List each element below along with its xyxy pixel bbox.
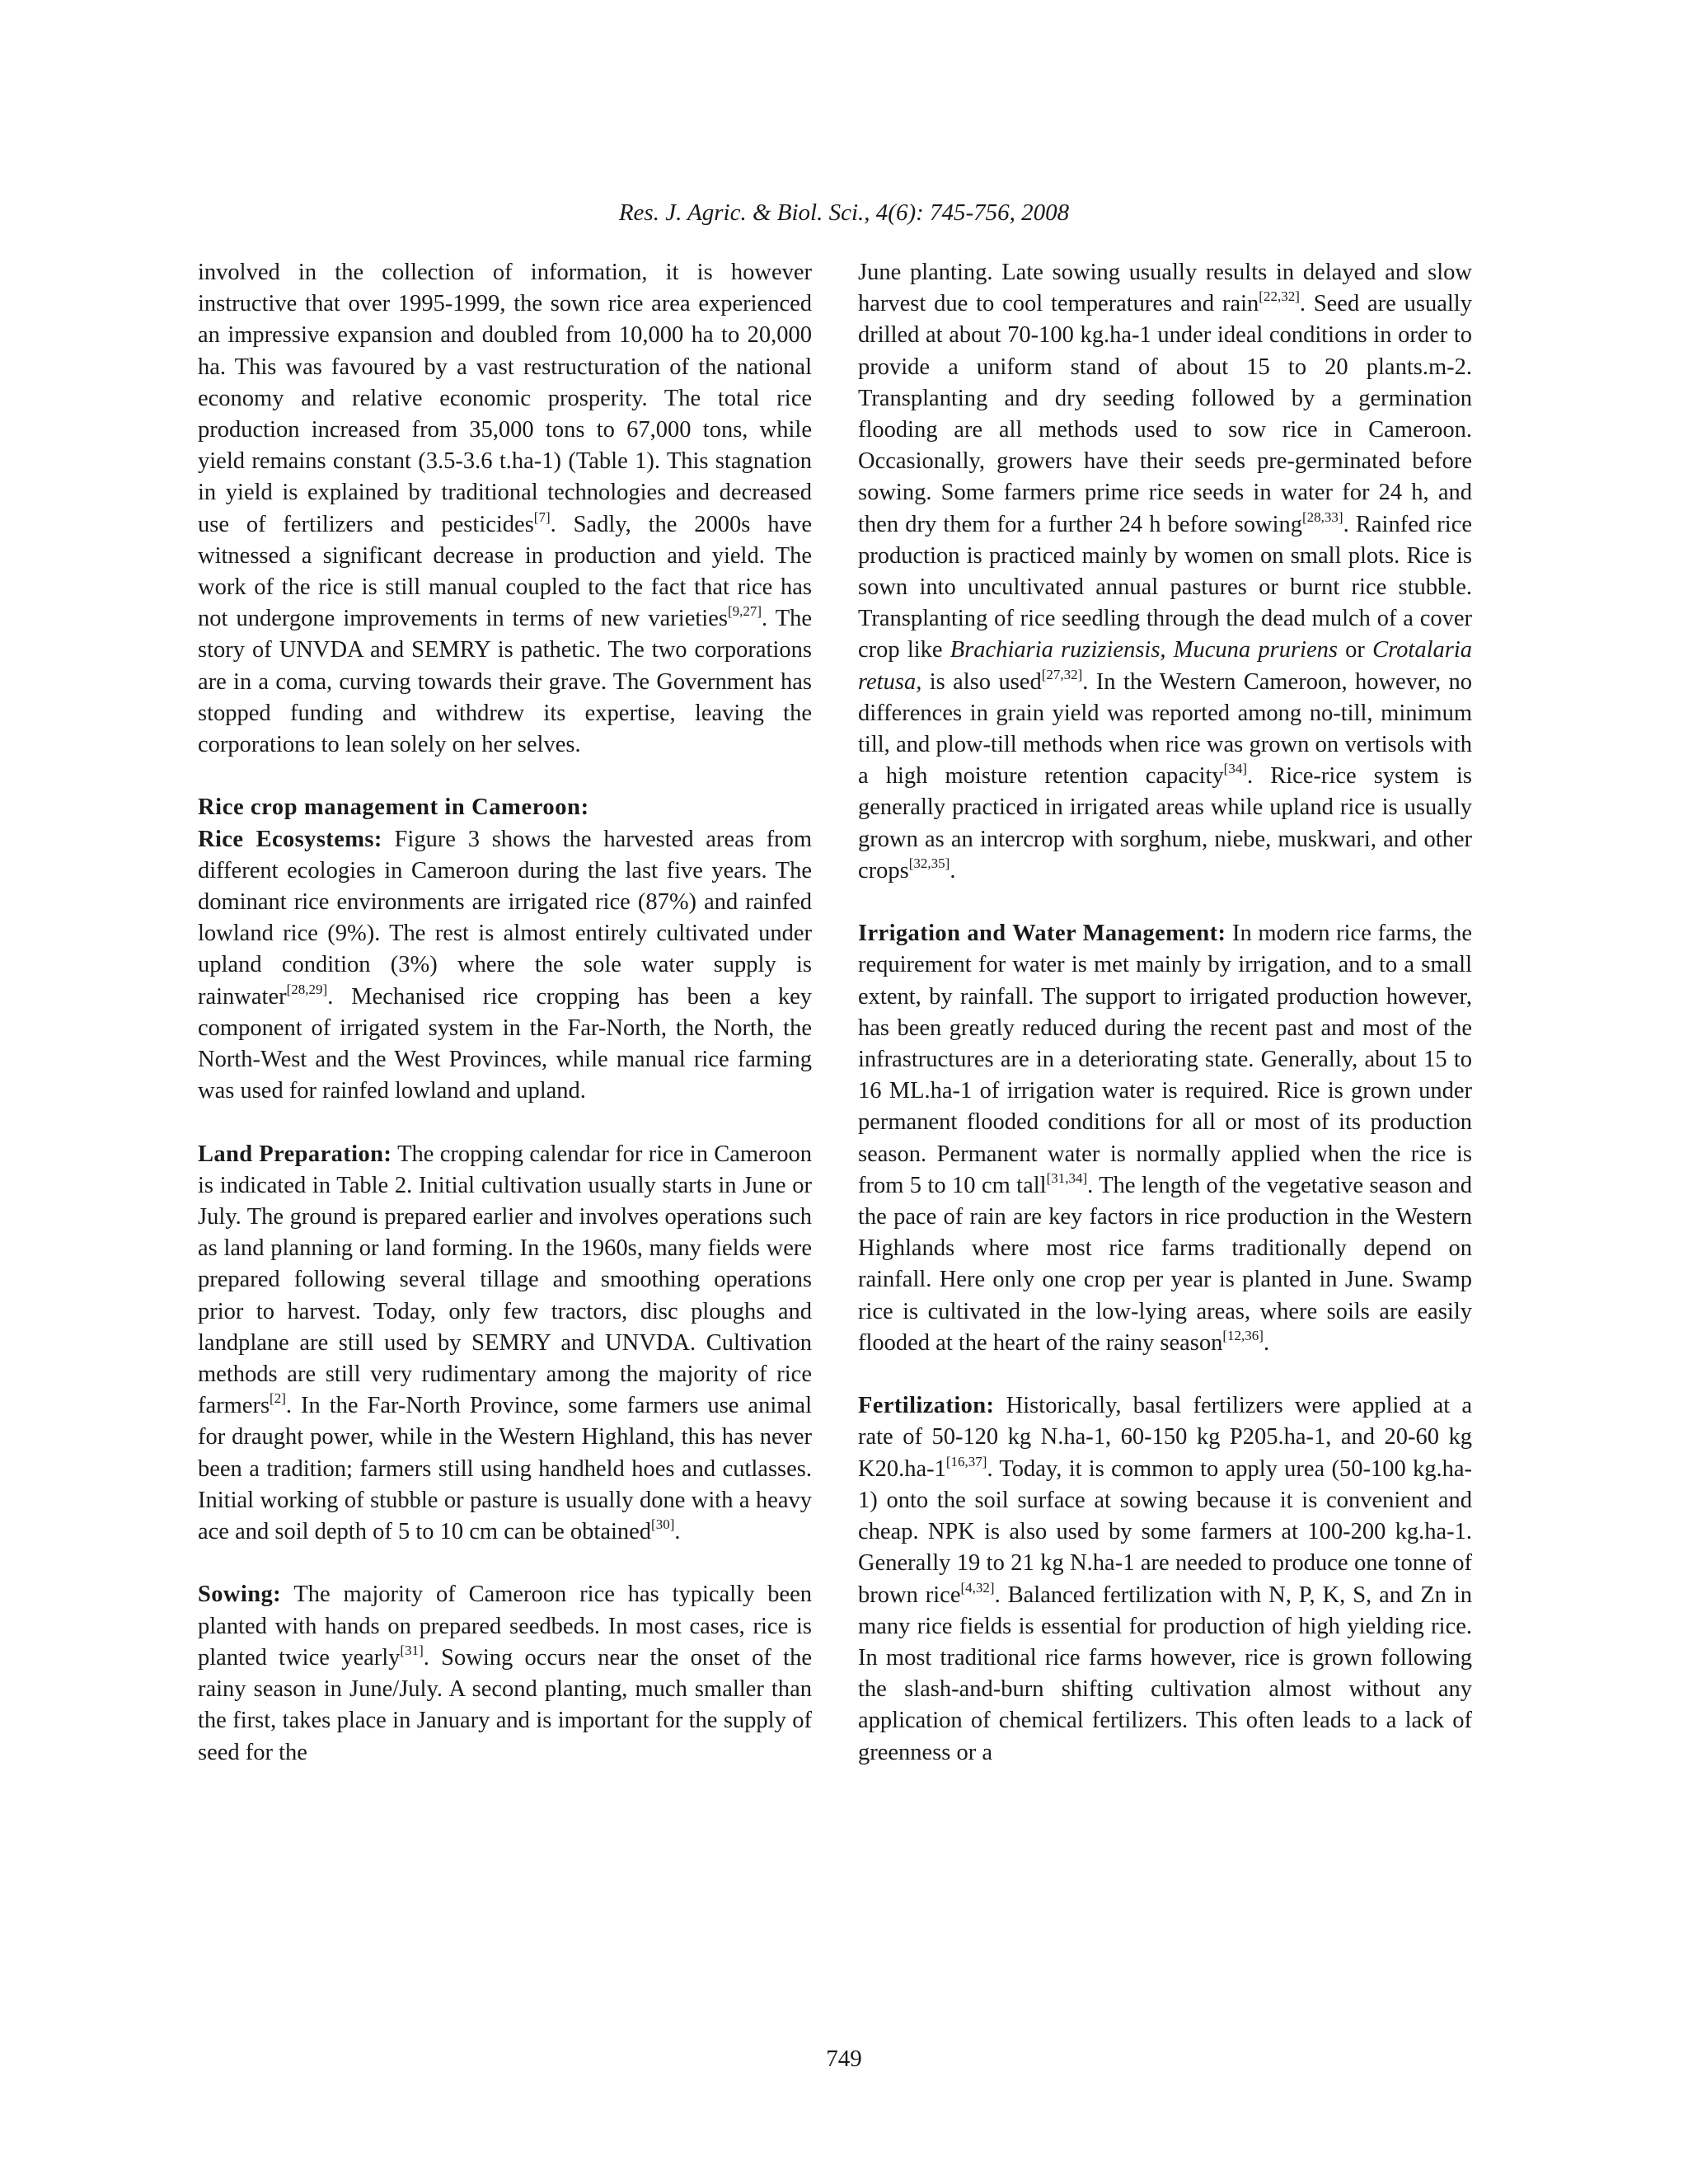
page-number: 749	[826, 2046, 862, 2072]
citation: [12,36]	[1222, 1327, 1264, 1343]
text-run: is also used	[921, 668, 1042, 695]
running-header: Res. J. Agric. & Biol. Sci., 4(6): 745-756, 2008	[618, 199, 1070, 226]
citation: [28,33]	[1302, 509, 1343, 525]
citation: [9,27]	[727, 603, 762, 620]
text-run: .	[674, 1519, 681, 1545]
text-run: involved in the collection of information, it is however instructive that over 1995-1999, the sown rice area experienced an impressive expansion and doubled from 10,000 ha to 20,000 ha. This was favoured by a vast restructuration of the national economy and relative economic prosperity. The total rice production increased from 35,000 tons to 67,000 tons, while yield remains constant (3.5-3.6 t.ha-1) (Table 1). This stagnation in yield is explained by traditional technologies and decreased use of fertilizers and pesticides	[198, 260, 812, 537]
text-run: . Today, it is common to apply urea (50-100 kg.ha-1) onto the soil surface at sowing because it is convenient and cheap. NPK is also used by some farmers at 100-200 kg.ha-1. Generally 19 to 21 kg N.ha-1 are needed to produce one tonne of brown rice	[858, 1455, 1472, 1608]
citation: [4,32]	[960, 1579, 995, 1596]
subsection-heading: Fertilization:	[858, 1393, 995, 1419]
text-run: . Balanced fertilization with N, P, K, S, and Zn in many rice fields is essential for production of high yielding rice. In most traditional rice farms however, rice is grown following the slash-and-burn shifting cultivation almost without any application of chemical fertilizers. This often leads to a lack of greenness or a	[858, 1582, 1472, 1765]
text-run: In modern rice farms, the requirement for water is met mainly by irrigation, and to a small extent, by rainfall. The support to irrigated production however, has been greatly reduced during the recent past and most of the infrastructures are in a deteriorating state. Generally, about 15 to 16 ML.ha-1 of irrigation water is required. Rice is grown under permanent flooded conditions for all or most of its production season. Permanent water is normally applied when the rice is from 5 to 10 cm tall	[858, 921, 1472, 1198]
text-run: . Mechanised rice cropping has been a key component of irrigated system in the Far-North, the North, the North-West and the West Provinces, while manual rice farming was used for rainfed lowland and upland.	[198, 983, 812, 1104]
text-run: . Sadly, the 2000s have witnessed a significant decrease in production and yield. The work of the rice is still manual coupled to the fact that rice has not undergone improvements in terms of new varieties	[198, 511, 812, 632]
subsection-heading: Sowing:	[198, 1582, 281, 1608]
text-run: June planting. Late sowing usually results in delayed and slow harvest due to cool temperatures and rain	[858, 260, 1472, 317]
right-column	[858, 257, 1472, 1769]
paragraph-production-trends	[198, 257, 812, 761]
paragraph-sowing-continued	[858, 257, 1472, 887]
citation: [32,35]	[908, 855, 950, 871]
citation: [30]	[651, 1516, 675, 1533]
species-names: Crotalaria retusa,	[858, 637, 1472, 695]
text-run: . Seed are usually drilled at about 70-100 kg.ha-1 under ideal conditions in order to provide a uniform stand of about 15 to 20 plants.m-2. Transplanting and dry seeding followed by a germination flooding are all methods used to sow rice in Cameroon. Occasionally, growers have their seeds pre-germinated before sowing. Some farmers prime rice seeds in water for 24 h, and then dry them for a further 24 h before sowing	[858, 291, 1472, 537]
text-run: . The story of UNVDA and SEMRY is pathetic. The two corporations are in a coma, curving towards their grave. The Government has stopped funding and withdrew its expertise, leaving the corporations to lean solely on her selves.	[198, 606, 812, 758]
text-run: Figure 3 shows the harvested areas from different ecologies in Cameroon during the last five years. The dominant rice environments are irrigated rice (87%) and rainfed lowland rice (9%). The rest is almost entirely cultivated under upland condition (3%) where the sole water supply is rainwater	[198, 826, 812, 1010]
left-column	[198, 257, 812, 1769]
subsection-heading: Rice Ecosystems:	[198, 826, 382, 852]
section-heading: Rice crop management in Cameroon:	[198, 794, 589, 821]
subsection-heading: Irrigation and Water Management:	[858, 921, 1226, 947]
citation: [7]	[533, 509, 551, 525]
paragraph-sowing	[198, 1579, 812, 1768]
text-run: The majority of Cameroon rice has typically been planted with hands on prepared seedbeds. In most cases, rice is planted twice yearly	[198, 1582, 812, 1671]
citation: [31]	[400, 1642, 424, 1658]
paragraph-irrigation	[858, 918, 1472, 1359]
text-run: or	[1337, 637, 1373, 663]
citation: [28,29]	[286, 981, 328, 997]
text-run: .	[1263, 1329, 1270, 1356]
text-run: . In the Far-North Province, some farmers use animal for draught power, while in the Western Highland, this has never been a tradition; farmers still using handheld hoes and cutlasses. Initial working of stubble or pasture is usually done with a heavy ace and soil depth of 5 to 10 cm can be obtained	[198, 1393, 812, 1545]
citation: [27,32]	[1041, 666, 1083, 682]
paragraph-land-preparation	[198, 1139, 812, 1549]
paragraph-fertilization	[858, 1390, 1472, 1768]
text-run: . Rice-rice system is generally practiced in irrigated areas while upland rice is usually grown as an intercrop with sorghum, niebe, muskwari, and other crops	[858, 763, 1472, 883]
text-run: .	[950, 857, 956, 883]
text-run: Historically, basal fertilizers were applied at a rate of 50-120 kg N.ha-1, 60-150 kg P205.ha-1, and 20-60 kg K20.ha-1	[858, 1393, 1472, 1482]
citation: [16,37]	[945, 1453, 987, 1469]
text-run: . Rainfed rice production is practiced mainly by women on small plots. Rice is sown into uncultivated annual pastures or burnt rice stubble. Transplanting of rice seedling through the dead mulch of a cover crop like	[858, 511, 1472, 663]
citation: [2]	[270, 1390, 286, 1407]
text-run: . Sowing occurs near the onset of the rainy season in June/July. A second planting, much smaller than the first, takes place in January and is important for the supply of seed for the	[198, 1644, 812, 1765]
text-run: . The length of the vegetative season and the pace of rain are key factors in rice production in the Western Highlands where most rice farms traditionally depend on rainfall. Here only one crop per year is planted in June. Swamp rice is cultivated in the low-lying areas, where soils are easily flooded at the heart of the rainy season	[858, 1172, 1472, 1356]
citation: [22,32]	[1259, 288, 1300, 305]
citation: [31,34]	[1046, 1169, 1088, 1186]
text-run: . In the Western Cameroon, however, no differences in grain yield was reported among no-till, minimum till, and plow-till methods when rice was grown on vertisols with a high moisture retention capacity	[858, 668, 1472, 790]
text-run: The cropping calendar for rice in Cameroon is indicated in Table 2. Initial cultivation usually starts in June or July. The ground is prepared earlier and involves operations such as land planning or land forming. In the 1960s, many fields were prepared following several tillage and smoothing operations prior to harvest. Today, only few tractors, disc ploughs and landplane are still used by SEMRY and UNVDA. Cultivation methods are still very rudimentary among the majority of rice farmers	[198, 1141, 812, 1419]
citation: [34]	[1223, 761, 1247, 777]
species-names: Brachiaria ruziziensis, Mucuna pruriens	[950, 637, 1338, 663]
subsection-heading: Land Preparation:	[198, 1141, 392, 1167]
paragraph-rice-ecosystems	[198, 824, 812, 1108]
